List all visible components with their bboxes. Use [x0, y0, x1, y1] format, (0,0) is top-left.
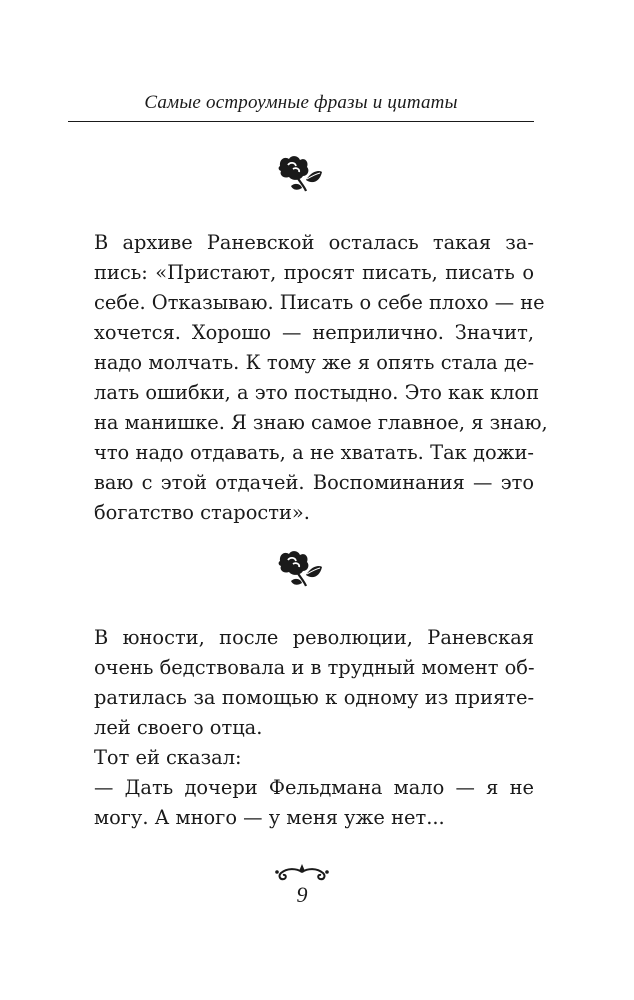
- text-line: ратилась за помощью к одному из прияте-: [94, 686, 534, 709]
- text-line: ваю с этой отдачей. Воспоминания — это: [94, 471, 534, 494]
- text-line: хочется. Хорошо — неприлично. Значит,: [94, 321, 534, 344]
- text-line: В архиве Раневской осталась такая за-: [94, 231, 534, 254]
- page-number: 9: [296, 882, 308, 907]
- text-line: себе. Отказываю. Писать о себе плохо — не: [94, 291, 545, 314]
- text-line: В юности, после революции, Раневская: [94, 626, 534, 649]
- running-head-title: Самые остроумные фразы и цитаты: [144, 92, 458, 113]
- text-line: — Дать дочери Фельдмана мало — я не: [94, 776, 534, 799]
- text-line: пись: «Пристают, просят писать, писать о: [94, 261, 534, 284]
- header-rule: [68, 121, 534, 122]
- text-line: Тот ей сказал:: [94, 746, 242, 769]
- paragraph-youth: [94, 623, 534, 833]
- text-line: надо молчать. К тому же я опять стала де-: [94, 351, 534, 374]
- rose-icon: [276, 549, 324, 589]
- paragraph-archive: [94, 228, 548, 528]
- text-line: что надо отдавать, а не хватать. Так дожи-: [94, 441, 534, 464]
- text-line: очень бедствовала и в трудный момент об-: [94, 656, 535, 679]
- text-line: могу. А много — у меня уже нет...: [94, 806, 445, 829]
- rose-icon: [276, 154, 324, 194]
- text-line: богатство старости».: [94, 501, 310, 524]
- text-line: лей своего отца.: [94, 716, 263, 739]
- text-line: лать ошибки, а это постыдно. Это как клоп: [94, 381, 540, 404]
- text-line: на манишке. Я знаю самое главное, я знаю,: [94, 411, 548, 434]
